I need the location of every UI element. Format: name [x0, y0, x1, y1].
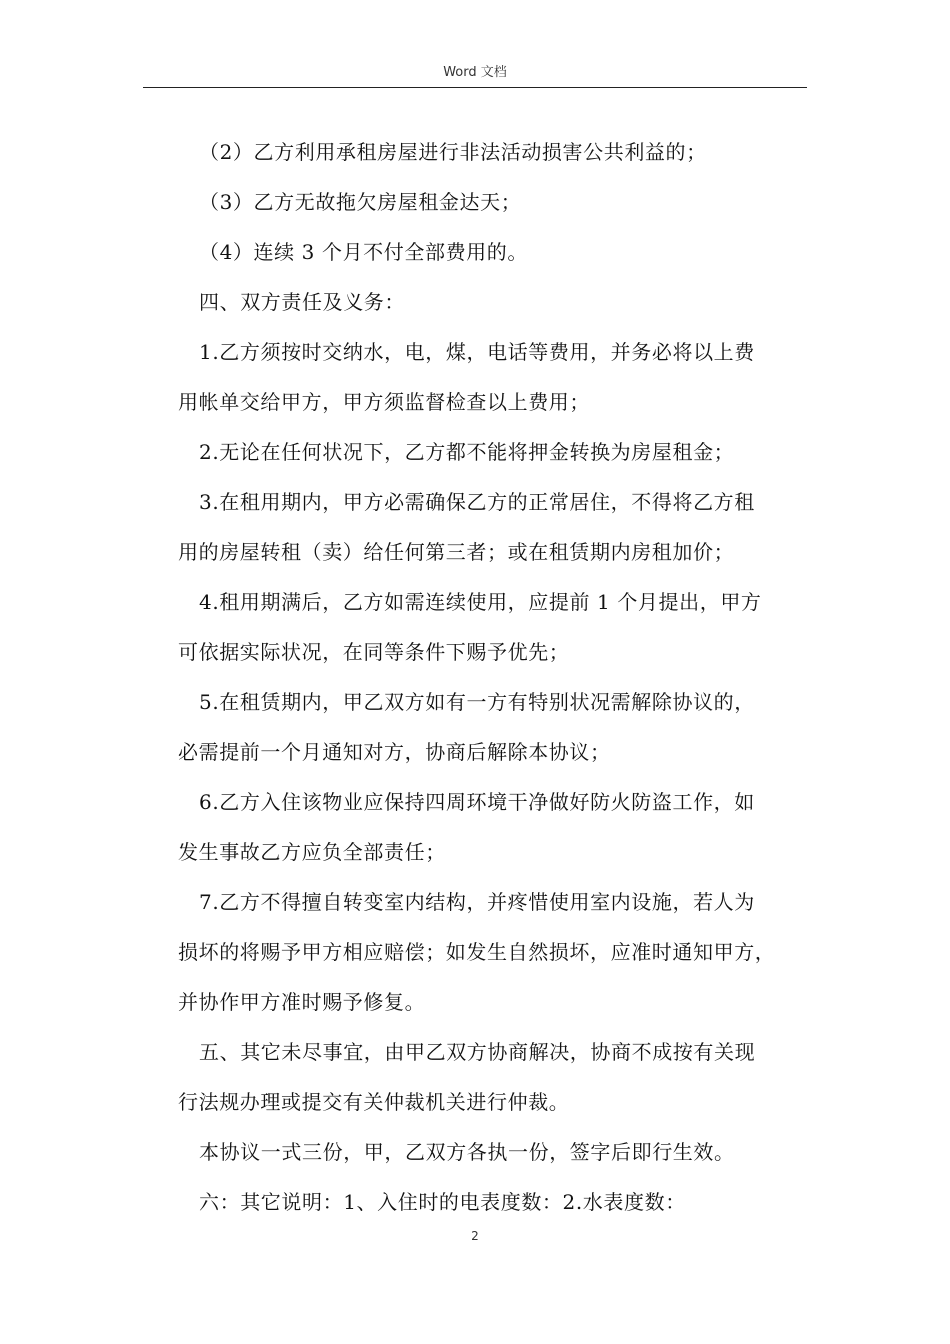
duty-4-line-1: 4.租用期满后，乙方如需连续使用，应提前 1 个月提出，甲方 — [199, 590, 762, 614]
clause-termination-4: （4）连续 3 个月不付全部费用的。 — [199, 240, 528, 264]
duty-4-line-2: 可依据实际状况，在同等条件下赐予优先； — [178, 640, 570, 664]
section-5-line-1: 五、其它未尽事宜，由甲乙双方协商解决，协商不成按有关现 — [199, 1040, 756, 1064]
duty-1-line-2: 用帐单交给甲方，甲方须监督检查以上费用； — [178, 390, 590, 414]
section-6-line-1: 六：其它说明：1、入住时的电表度数：2.水表度数： — [199, 1190, 686, 1214]
duty-7-line-2: 损坏的将赐予甲方相应赔偿；如发生自然损坏，应准时通知甲方， — [178, 940, 776, 964]
duty-3-line-2: 用的房屋转租（卖）给任何第三者；或在租赁期内房租加价； — [178, 540, 735, 564]
duty-3-line-1: 3.在租用期内，甲方必需确保乙方的正常居住，不得将乙方租 — [199, 490, 755, 514]
duty-6-line-2: 发生事故乙方应负全部责任； — [178, 840, 446, 864]
duty-1-line-1: 1.乙方须按时交纳水，电，煤，电话等费用，并务必将以上费 — [199, 340, 755, 364]
header-rule — [143, 87, 807, 88]
duty-2-line-1: 2.无论在任何状况下，乙方都不能将押金转换为房屋租金； — [199, 440, 735, 464]
clause-termination-3: （3）乙方无故拖欠房屋租金达天； — [199, 190, 522, 214]
duty-5-line-1: 5.在租赁期内，甲乙双方如有一方有特别状况需解除协议的， — [199, 690, 755, 714]
duty-7-line-1: 7.乙方不得擅自转变室内结构，并疼惜使用室内设施，若人为 — [199, 890, 755, 914]
page-number: 2 — [471, 1229, 479, 1243]
section-5-line-2: 行法规办理或提交有关仲裁机关进行仲裁。 — [178, 1090, 570, 1114]
duty-6-line-1: 6.乙方入住该物业应保持四周环境干净做好防火防盗工作，如 — [199, 790, 755, 814]
clause-termination-2: （2）乙方利用承租房屋进行非法活动损害公共利益的； — [199, 140, 707, 164]
page-header: Word 文档 — [443, 65, 507, 80]
duty-5-line-2: 必需提前一个月通知对方，协商后解除本协议； — [178, 740, 611, 764]
copies-clause: 本协议一式三份，甲，乙双方各执一份，签字后即行生效。 — [199, 1140, 735, 1164]
document-body — [178, 127, 818, 1227]
duty-7-line-3: 并协作甲方准时赐予修复。 — [178, 990, 426, 1014]
section-heading-4: 四、双方责任及义务： — [199, 290, 405, 314]
